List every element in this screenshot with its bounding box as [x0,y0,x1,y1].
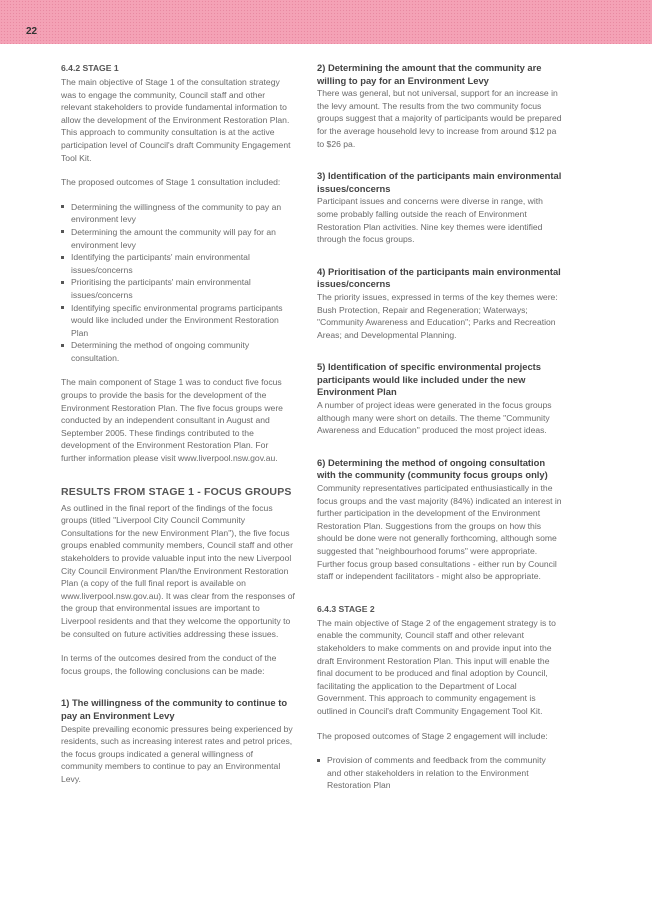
conclusion-6-heading: 6) Determining the method of ongoing consultation with the community (community focus groups only) [317,456,548,481]
conclusion-3-paragraph: Participant issues and concerns were diverse in range, with some probably falling outside the reach of Environment Restoration Plan activities. Nine key themes were identified through the focus groups. [317,196,543,245]
stage1-heading: 6.4.2 STAGE 1 [61,63,119,73]
conclusion-1-paragraph: Despite prevailing economic pressures being experienced by residents, such as increasing interest rates and petrol prices, the focus groups indicated a general willingness of community members to continue to pay an Environmental Levy. [61,723,293,784]
results-heading: RESULTS FROM STAGE 1 - FOCUS GROUPS [61,485,292,498]
conclusion-6-paragraph: Community representatives participated enthusiastically in the focus groups and the vast majority (84%) indicated an interest in further participation in the development of the Environment Restoration Plan. Suggestions from the groups on how this should be done were not generally forthcoming, although some suggested that "neighbourhood forums" were appropriate. Further focus group based consultations - either run by Council staff or independent facilitators - might also be appropriate. [317,483,562,582]
stage2-intro: The proposed outcomes of Stage 2 engagement will include: [317,730,548,741]
page-number: 22 [26,26,38,37]
outcomes-list [61,201,295,365]
conclusion-3-heading: 3) Identification of the participants main environmental issues/concerns [317,170,562,194]
stage1-paragraph-1: The main objective of Stage 1 of the consultation strategy was to engage the community, Council staff and other relevant stakeholders to provide fundamental information to allow the development of the Environment Restoration Plan. [61,77,290,125]
list-item: Determining the willingness of the community to pay an environment levy [61,201,295,226]
list-item: Determining the amount the community will pay for an environment levy [61,226,295,251]
list-item: Identifying specific environmental programs participants would like included under the Environment Restoration Plan [61,302,295,340]
conclusion-1-heading: 1) The willingness of the community to continue to pay an Environment Levy [61,697,288,721]
results-paragraph-2: In terms of the outcomes desired from the conduct of the focus groups, the following conclusions can be made: [61,653,277,676]
conclusion-5-paragraph: A number of project ideas were generated in the focus groups although many were short on details. The theme "Community Awareness and Education" produced the most project ideas. [317,400,552,436]
conclusion-4-heading: 4) Prioritisation of the participants main environmental issues/concerns [317,265,561,290]
right-column [317,62,562,792]
list-item: Determining the method of ongoing community consultation. [61,339,295,364]
list-item: Provision of comments and feedback from the community and other stakeholders in relation to the Environment Restoration Plan [317,754,562,792]
results-paragraph-1: As outlined in the final report of the findings of the focus groups (titled "Liverpool City Council Community Consultations for the new Environment Plan"), the five focus groups enabled community members, Council staff and other stakeholders to provide valuable input into the new Liverpool City Council Environment Plan/the Environment Restoration Plan (a copy of the full final report is available on www.liverpool.nsw.gov.au). It was clear from the responses of the group that environmental issues are important to Liverpool residents and that they welcome the opportunity to be consulted on future activities addressing these issues. [61,502,295,639]
stage2-outcomes-list [317,754,562,792]
outcomes-intro: The proposed outcomes of Stage 1 consultation included: [61,177,281,188]
list-item: Prioritising the participants' main environmental issues/concerns [61,276,295,301]
conclusion-5-heading: 5) Identification of specific environmental projects participants would like included under the new Environment Plan [317,361,542,398]
header-band [0,0,652,44]
focus-groups-paragraph: The main component of Stage 1 was to conduct five focus groups to provide the basis for the development of the Environment Restoration Plan. The five focus groups were conducted by an independent consultant in August and September 2005. These findings contributed to the development of the Environment Restoration Plan. For further information please visit www.liverpool.nsw.gov.au. [61,377,283,464]
conclusion-2-heading: 2) Determining the amount that the community are willing to pay for an Environment Levy [317,62,542,86]
list-item: Identifying the participants' main environmental issues/concerns [61,251,295,276]
stage2-paragraph: The main objective of Stage 2 of the engagement strategy is to enable the community, Council staff and other relevant stakeholders to make comments on and provide input into the draft Environment Restoration Plan. This input will enable the final document to be produced and final adoption by Council, facilitating the application to the Department of Local Government. This approach to community engagement is outlined in Council's draft Community Engagement Tool Kit. [317,617,556,716]
stage1-paragraph-2: This approach to community consultation is at the active participation level of Council's draft Community Engagement Tool Kit. [61,127,291,163]
stage2-heading: 6.4.3 STAGE 2 [317,603,375,614]
left-column [61,62,295,786]
conclusion-4-paragraph: The priority issues, expressed in terms of the key themes were: Bush Protection, Repair and Regeneration; Waterways; "Community Awareness and Education"; Parks and Recreation Areas; and Developmental Planning. [317,291,558,340]
conclusion-2-paragraph: There was general, but not universal, support for an increase in the levy amount. The results from the two community focus groups suggest that a majority of participants would be prepared for the average household levy to increase from around $12 pa to $26 pa. [317,88,562,149]
